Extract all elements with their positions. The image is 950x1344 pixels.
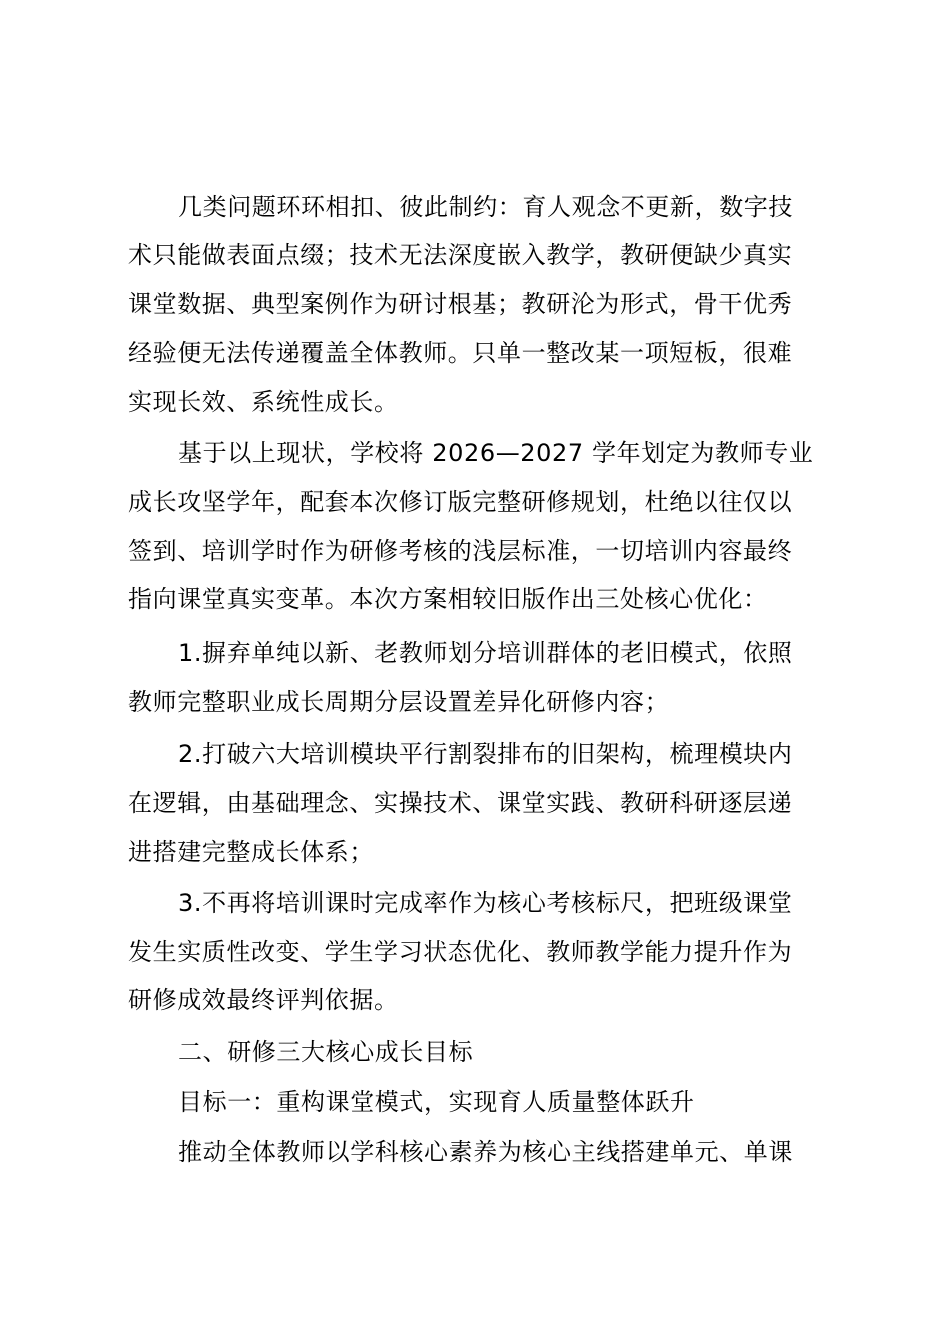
paragraph-5-line-2: 发生实质性改变、学生学习状态优化、教师教学能力提升作为	[128, 938, 793, 966]
paragraph-4-line-1: 2.打破六大培训模块平行割裂排布的旧架构，梳理模块内	[178, 740, 793, 768]
paragraph-3-line-1: 1.摒弃单纯以新、老教师划分培训群体的老旧模式，依照	[178, 639, 793, 667]
paragraph-3-line-2: 教师完整职业成长周期分层设置差异化研修内容；	[128, 688, 670, 716]
paragraph-5-line-3: 研修成效最终评判依据。	[128, 986, 399, 1014]
paragraph-4-line-2: 在逻辑，由基础理念、实操技术、课堂实践、教研科研逐层递	[128, 789, 793, 817]
paragraph-1-line-3: 课堂数据、典型案例作为研讨根基；教研沦为形式，骨干优秀	[128, 290, 793, 318]
paragraph-2-line-2: 成长攻坚学年，配套本次修订版完整研修规划，杜绝以往仅以	[128, 488, 793, 516]
paragraph-1-line-4: 经验便无法传递覆盖全体教师。只单一整改某一项短板，很难	[128, 339, 793, 367]
paragraph-final-line-1: 推动全体教师以学科核心素养为核心主线搭建单元、单课	[178, 1138, 793, 1166]
paragraph-4-line-3: 进搭建完整成长体系；	[128, 838, 374, 866]
paragraph-2-line-4: 指向课堂真实变革。本次方案相较旧版作出三处核心优化：	[128, 585, 768, 613]
goal-one-heading: 目标一：重构课堂模式，实现育人质量整体跃升	[178, 1088, 695, 1116]
paragraph-5-line-1: 3.不再将培训课时完成率作为核心考核标尺，把班级课堂	[178, 889, 793, 917]
paragraph-2-line-1: 基于以上现状，学校将 2026—2027 学年划定为教师专业	[178, 439, 814, 467]
paragraph-1-line-2: 术只能做表面点缀；技术无法深度嵌入教学，教研便缺少真实	[128, 241, 793, 269]
paragraph-1-line-5: 实现长效、系统性成长。	[128, 388, 399, 416]
section-heading: 二、研修三大核心成长目标	[178, 1038, 474, 1066]
paragraph-2-line-3: 签到、培训学时作为研修考核的浅层标准，一切培训内容最终	[128, 537, 793, 565]
paragraph-1-line-1: 几类问题环环相扣、彼此制约：育人观念不更新，数字技	[178, 193, 793, 221]
